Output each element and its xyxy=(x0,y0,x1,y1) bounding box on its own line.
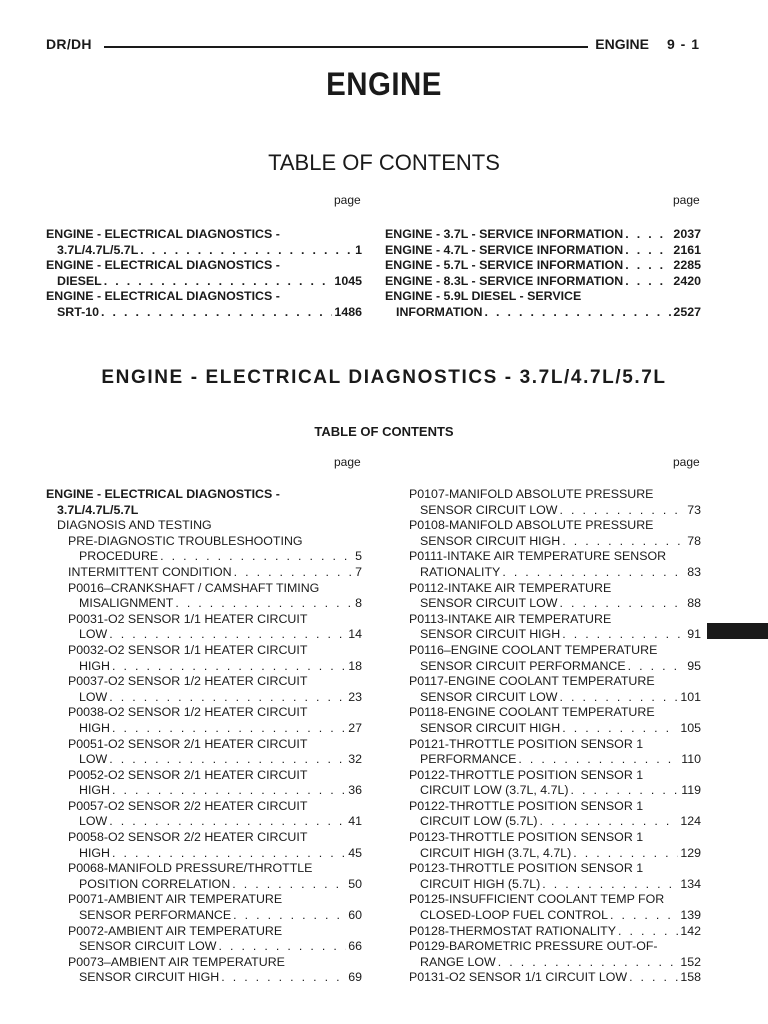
toc-entry-text: LOW xyxy=(79,689,108,704)
toc-entry-line xyxy=(409,659,701,675)
toc-entry-text: CIRCUIT HIGH (5.7L) xyxy=(420,876,541,891)
section-title: ENGINE - ELECTRICAL DIAGNOSTICS - 3.7L/4.7L/5.7L xyxy=(101,367,667,388)
toc-entry xyxy=(46,674,362,705)
toc-page-number: 142 xyxy=(680,923,701,938)
toc-entry-line xyxy=(409,908,701,924)
toc-page-number: 129 xyxy=(680,845,701,860)
dot-leader xyxy=(101,305,332,321)
toc-entry-text: INFORMATION xyxy=(396,304,483,319)
toc-entry xyxy=(46,289,362,320)
toc-entry-line xyxy=(409,534,701,550)
header-rule xyxy=(104,46,588,48)
dot-leader xyxy=(625,227,671,243)
toc-entry xyxy=(46,892,362,923)
dot-leader xyxy=(112,846,346,862)
toc-entry-first-line: P0112-INTAKE AIR TEMPERATURE xyxy=(409,580,612,595)
toc-entry-text: SENSOR CIRCUIT LOW xyxy=(420,689,558,704)
toc-entry xyxy=(409,612,701,643)
toc-page-number: 2161 xyxy=(673,242,701,257)
toc-page-number: 1486 xyxy=(334,304,362,319)
toc-entry-first-line: P0057-O2 SENSOR 2/2 HEATER CIRCUIT xyxy=(68,798,308,813)
toc-entry-text: 3.7L/4.7L/5.7L xyxy=(57,242,139,257)
toc-entry-text: P0131-O2 SENSOR 1/1 CIRCUIT LOW xyxy=(409,970,628,985)
toc-entry-line xyxy=(46,908,362,924)
dot-leader xyxy=(540,814,679,830)
toc-entry-line xyxy=(385,305,701,321)
toc-entry-text: SENSOR CIRCUIT HIGH xyxy=(420,627,561,642)
toc-page-number: 2037 xyxy=(673,227,701,241)
toc-page-number: 105 xyxy=(680,720,701,735)
toc-entry-text: INTERMITTENT CONDITION xyxy=(68,564,232,579)
dot-leader xyxy=(218,939,346,955)
toc-entry-text: SENSOR CIRCUIT LOW xyxy=(420,596,558,611)
dot-leader xyxy=(112,721,346,737)
toc-page-number: 1045 xyxy=(334,273,362,288)
dot-leader xyxy=(542,877,678,893)
toc-entry xyxy=(409,674,701,705)
running-header xyxy=(46,36,700,56)
section-toc-left-column xyxy=(46,487,362,986)
toc-entry xyxy=(46,643,362,674)
toc-entry xyxy=(409,705,701,736)
toc-entry xyxy=(385,243,701,259)
header-model: DR/DH xyxy=(46,36,92,52)
toc-page-number: 18 xyxy=(348,658,362,673)
toc-entry-first-line: P0016–CRANKSHAFT / CAMSHAFT TIMING xyxy=(68,580,320,595)
toc-entry xyxy=(46,705,362,736)
dot-leader xyxy=(104,274,333,290)
toc-entry-first-line: P0129-BAROMETRIC PRESSURE OUT-OF- xyxy=(409,939,658,954)
toc-entry-line xyxy=(46,783,362,799)
toc-entry-text: MISALIGNMENT xyxy=(79,596,174,611)
toc-entry-line xyxy=(46,305,362,321)
toc-entry-text: CLOSED-LOOP FUEL CONTROL xyxy=(420,908,608,923)
toc-entry-first-line: P0072-AMBIENT AIR TEMPERATURE xyxy=(68,923,283,938)
toc-entry xyxy=(46,830,362,861)
toc-page-number: 45 xyxy=(348,845,362,860)
toc-entry-first-line: P0111-INTAKE AIR TEMPERATURE SENSOR xyxy=(409,549,667,564)
toc-page-number: 2527 xyxy=(673,304,701,319)
toc-entry-first-line: P0116–ENGINE COOLANT TEMPERATURE xyxy=(409,642,658,657)
toc-entry-line xyxy=(385,227,701,243)
dot-leader xyxy=(625,258,671,274)
toc-page-number: 139 xyxy=(680,908,701,923)
toc-entry-line xyxy=(409,924,701,940)
toc-page-number: 23 xyxy=(348,689,362,704)
dot-leader xyxy=(625,243,671,259)
toc-entry xyxy=(409,924,701,940)
section-toc-right-column xyxy=(409,487,701,986)
toc-entry xyxy=(409,487,701,518)
toc-entry-line xyxy=(46,243,362,259)
header-section: ENGINE xyxy=(595,36,649,52)
toc-entry xyxy=(46,612,362,643)
toc-entry-text: HIGH xyxy=(79,720,110,735)
toc-entry xyxy=(385,258,701,274)
toc-entry-line xyxy=(409,596,701,612)
toc-title: TABLE OF CONTENTS xyxy=(268,150,500,175)
toc-entry xyxy=(46,799,362,830)
header-page-number: 9 - 1 xyxy=(666,36,700,52)
toc-entry-first-line: P0123-THROTTLE POSITION SENSOR 1 xyxy=(409,861,644,876)
toc-entry xyxy=(409,830,701,861)
toc-entry-text: LOW xyxy=(79,752,108,767)
toc-entry-first-line: P0031-O2 SENSOR 1/1 HEATER CIRCUIT xyxy=(68,611,308,626)
dot-leader xyxy=(160,549,353,565)
toc-entry-text: SENSOR CIRCUIT HIGH xyxy=(420,533,561,548)
toc-entry-line xyxy=(409,503,701,519)
toc-entry-first-line: ENGINE - ELECTRICAL DIAGNOSTICS - xyxy=(46,227,280,241)
toc-entry-text: LOW xyxy=(79,814,108,829)
toc-entry-line xyxy=(46,565,362,581)
dot-leader xyxy=(502,565,685,581)
toc-entry xyxy=(46,737,362,768)
toc-entry-first-line: P0058-O2 SENSOR 2/2 HEATER CIRCUIT xyxy=(68,830,308,845)
dot-leader xyxy=(112,659,346,675)
toc-page-number: 124 xyxy=(680,814,701,829)
section-toc-subheading: DIAGNOSIS AND TESTING xyxy=(57,518,212,533)
toc-entry xyxy=(409,861,701,892)
toc-entry-text: PERFORMANCE xyxy=(420,752,517,767)
toc-entry-line xyxy=(46,814,362,830)
toc-page-number: 32 xyxy=(348,752,362,767)
toc-entry-text: SENSOR PERFORMANCE xyxy=(79,908,232,923)
toc-page-number: 41 xyxy=(348,814,362,829)
toc-page-number: 8 xyxy=(355,596,362,611)
page-column-label-right: page xyxy=(673,193,700,207)
toc-entry xyxy=(409,970,701,986)
toc-page-number: 1 xyxy=(355,242,362,257)
toc-entry xyxy=(409,581,701,612)
section-tab-marker xyxy=(707,623,768,639)
toc-entry-text: CIRCUIT LOW (5.7L) xyxy=(420,814,538,829)
dot-leader xyxy=(518,752,679,768)
page-column-label-left: page xyxy=(334,193,361,207)
toc-entry-text: SENSOR CIRCUIT PERFORMANCE xyxy=(420,658,626,673)
toc-entry-text: HIGH xyxy=(79,658,110,673)
toc-page-number: 2420 xyxy=(673,273,701,288)
toc-entry-first-line: P0107-MANIFOLD ABSOLUTE PRESSURE xyxy=(409,487,654,501)
toc-entry-text: RANGE LOW xyxy=(420,954,496,969)
toc-page-number: 158 xyxy=(680,970,701,985)
toc-page-number: 36 xyxy=(348,783,362,798)
toc-entry-line xyxy=(46,659,362,675)
toc-page-number: 73 xyxy=(687,502,701,517)
toc-entry-line xyxy=(46,877,362,893)
dot-leader xyxy=(571,783,680,799)
dot-leader xyxy=(109,752,346,768)
toc-page-number: 69 xyxy=(348,970,362,985)
toc-entry-first-line: P0113-INTAKE AIR TEMPERATURE xyxy=(409,611,612,626)
toc-entry xyxy=(409,643,701,674)
toc-entry xyxy=(46,768,362,799)
toc-entry-text: RATIONALITY xyxy=(420,564,501,579)
toc-entry-text: SRT-10 xyxy=(57,304,100,319)
toc-page-number: 91 xyxy=(687,627,701,642)
toc-entry-text: ENGINE - 3.7L - SERVICE INFORMATION xyxy=(385,227,624,241)
toc-entry-text: P0128-THERMOSTAT RATIONALITY xyxy=(409,923,617,938)
toc-entry-first-line: ENGINE - ELECTRICAL DIAGNOSTICS - xyxy=(46,258,280,273)
toc-entry xyxy=(46,924,362,955)
toc-entry-first-line: ENGINE - 5.9L DIESEL - SERVICE xyxy=(385,289,582,304)
toc-entry-text: LOW xyxy=(79,627,108,642)
main-toc-right-column xyxy=(385,227,701,321)
toc-entry-text: ENGINE - 5.7L - SERVICE INFORMATION xyxy=(385,258,624,273)
dot-leader xyxy=(559,503,685,519)
toc-entry-line xyxy=(46,596,362,612)
dot-leader xyxy=(112,783,346,799)
dot-leader xyxy=(610,908,678,924)
dot-leader xyxy=(175,596,353,612)
toc-entry-text: CIRCUIT HIGH (3.7L, 4.7L) xyxy=(420,845,572,860)
toc-page-number: 5 xyxy=(355,549,362,564)
toc-entry-first-line: P0038-O2 SENSOR 1/2 HEATER CIRCUIT xyxy=(68,705,308,720)
toc-entry xyxy=(409,892,701,923)
dot-leader xyxy=(109,627,346,643)
toc-entry-line xyxy=(409,970,701,986)
toc-page-number: 7 xyxy=(355,564,362,579)
dot-leader xyxy=(562,627,685,643)
dot-leader xyxy=(109,690,346,706)
toc-entry-text: HIGH xyxy=(79,845,110,860)
toc-page-number: 134 xyxy=(680,876,701,891)
section-toc-title: TABLE OF CONTENTS xyxy=(314,424,454,439)
toc-entry-line xyxy=(409,565,701,581)
toc-entry-text: POSITION CORRELATION xyxy=(79,876,231,891)
toc-entry-text: CIRCUIT LOW (3.7L, 4.7L) xyxy=(420,783,569,798)
toc-entry xyxy=(409,737,701,768)
toc-entry-line xyxy=(46,690,362,706)
toc-entry xyxy=(385,289,701,320)
toc-entry-line xyxy=(46,549,362,565)
toc-page-number: 110 xyxy=(681,752,701,767)
toc-entry-first-line: P0051-O2 SENSOR 2/1 HEATER CIRCUIT xyxy=(68,736,308,751)
toc-entry-line xyxy=(46,752,362,768)
dot-leader xyxy=(559,690,678,706)
section-page-label-left: page xyxy=(334,455,361,469)
toc-entry xyxy=(409,799,701,830)
toc-entry-text: DIESEL xyxy=(57,273,102,288)
dot-leader xyxy=(628,659,686,675)
dot-leader xyxy=(562,721,678,737)
toc-entry-first-line: P0052-O2 SENSOR 2/1 HEATER CIRCUIT xyxy=(68,767,308,782)
toc-page-number: 78 xyxy=(687,533,701,548)
toc-entry-line xyxy=(409,721,701,737)
toc-entry-line xyxy=(409,955,701,971)
toc-entry-text: SENSOR CIRCUIT HIGH xyxy=(79,970,220,985)
toc-page-number: 95 xyxy=(687,658,701,673)
toc-entry-line xyxy=(385,258,701,274)
dot-leader xyxy=(625,274,671,290)
dot-leader xyxy=(109,814,346,830)
toc-entry-first-line: P0125-INSUFFICIENT COOLANT TEMP FOR xyxy=(409,892,665,907)
toc-entry-line xyxy=(385,243,701,259)
toc-entry xyxy=(46,565,362,581)
toc-entry-first-line: P0032-O2 SENSOR 1/1 HEATER CIRCUIT xyxy=(68,642,308,657)
toc-entry-text: SENSOR CIRCUIT HIGH xyxy=(420,720,561,735)
toc-entry xyxy=(385,274,701,290)
dot-leader xyxy=(562,534,685,550)
dot-leader xyxy=(485,305,672,321)
toc-entry-text: ENGINE - 4.7L - SERVICE INFORMATION xyxy=(385,242,624,257)
toc-entry xyxy=(46,258,362,289)
toc-entry-text: ENGINE - 8.3L - SERVICE INFORMATION xyxy=(385,273,624,288)
toc-entry xyxy=(385,227,701,243)
toc-entry-line xyxy=(46,274,362,290)
toc-entry-line xyxy=(46,970,362,986)
toc-entry xyxy=(409,518,701,549)
toc-entry-first-line: P0122-THROTTLE POSITION SENSOR 1 xyxy=(409,767,644,782)
toc-entry-first-line: P0123-THROTTLE POSITION SENSOR 1 xyxy=(409,830,644,845)
toc-page-number: 60 xyxy=(348,908,362,923)
toc-page-number: 2285 xyxy=(673,258,701,273)
toc-entry-line xyxy=(409,690,701,706)
dot-leader xyxy=(140,243,353,259)
toc-page-number: 83 xyxy=(687,564,701,579)
toc-entry-first-line: P0108-MANIFOLD ABSOLUTE PRESSURE xyxy=(409,518,654,533)
section-toc-heading-cont: 3.7L/4.7L/5.7L xyxy=(57,502,139,517)
toc-page-number: 14 xyxy=(348,627,362,642)
toc-entry-first-line: P0071-AMBIENT AIR TEMPERATURE xyxy=(68,892,283,907)
dot-leader xyxy=(232,877,346,893)
toc-entry xyxy=(46,581,362,612)
toc-entry-first-line: P0122-THROTTLE POSITION SENSOR 1 xyxy=(409,798,644,813)
toc-page-number: 27 xyxy=(348,720,362,735)
toc-page-number: 101 xyxy=(680,689,701,704)
toc-entry-first-line: PRE-DIAGNOSTIC TROUBLESHOOTING xyxy=(68,533,303,548)
toc-entry-line xyxy=(46,846,362,862)
page-title: ENGINE xyxy=(326,66,442,102)
toc-entry-line xyxy=(46,627,362,643)
toc-entry-line xyxy=(46,721,362,737)
toc-page-number: 119 xyxy=(681,783,701,798)
toc-entry-line xyxy=(46,939,362,955)
toc-page-number: 88 xyxy=(687,596,701,611)
toc-entry-first-line: P0068-MANIFOLD PRESSURE/THROTTLE xyxy=(68,861,313,876)
toc-entry-line xyxy=(409,877,701,893)
main-toc-left-column xyxy=(46,227,362,321)
section-page-label-right: page xyxy=(673,455,700,469)
toc-entry-line xyxy=(385,274,701,290)
toc-entry-text: HIGH xyxy=(79,783,110,798)
toc-entry xyxy=(46,534,362,565)
header-right xyxy=(595,36,700,52)
toc-entry xyxy=(409,768,701,799)
toc-page-number: 152 xyxy=(680,954,701,969)
toc-entry-first-line: P0118-ENGINE COOLANT TEMPERATURE xyxy=(409,705,655,720)
dot-leader xyxy=(559,596,685,612)
section-toc-heading: ENGINE - ELECTRICAL DIAGNOSTICS - xyxy=(46,487,280,501)
toc-entry xyxy=(46,861,362,892)
toc-entry-line xyxy=(409,627,701,643)
toc-entry-first-line: P0121-THROTTLE POSITION SENSOR 1 xyxy=(409,736,644,751)
toc-entry-text: PROCEDURE xyxy=(79,549,159,564)
dot-leader xyxy=(221,970,346,986)
dot-leader xyxy=(618,924,678,940)
toc-entry-first-line: ENGINE - ELECTRICAL DIAGNOSTICS - xyxy=(46,289,280,304)
toc-entry-line xyxy=(409,783,701,799)
dot-leader xyxy=(498,955,679,971)
toc-entry-first-line: P0117-ENGINE COOLANT TEMPERATURE xyxy=(409,674,655,689)
toc-entry-first-line: P0037-O2 SENSOR 1/2 HEATER CIRCUIT xyxy=(68,674,308,689)
dot-leader xyxy=(629,970,678,986)
toc-entry-text: SENSOR CIRCUIT LOW xyxy=(79,939,217,954)
toc-entry xyxy=(46,227,362,258)
toc-entry-line xyxy=(409,752,701,768)
toc-entry xyxy=(46,955,362,986)
toc-entry-line xyxy=(409,846,701,862)
toc-entry-line xyxy=(409,814,701,830)
toc-entry xyxy=(409,549,701,580)
dot-leader xyxy=(233,908,346,924)
toc-entry xyxy=(409,939,701,970)
toc-page-number: 66 xyxy=(348,939,362,954)
toc-page-number: 50 xyxy=(348,876,362,891)
toc-entry-text: SENSOR CIRCUIT LOW xyxy=(420,502,558,517)
dot-leader xyxy=(573,846,678,862)
toc-entry-first-line: P0073–AMBIENT AIR TEMPERATURE xyxy=(68,954,285,969)
dot-leader xyxy=(234,565,353,581)
